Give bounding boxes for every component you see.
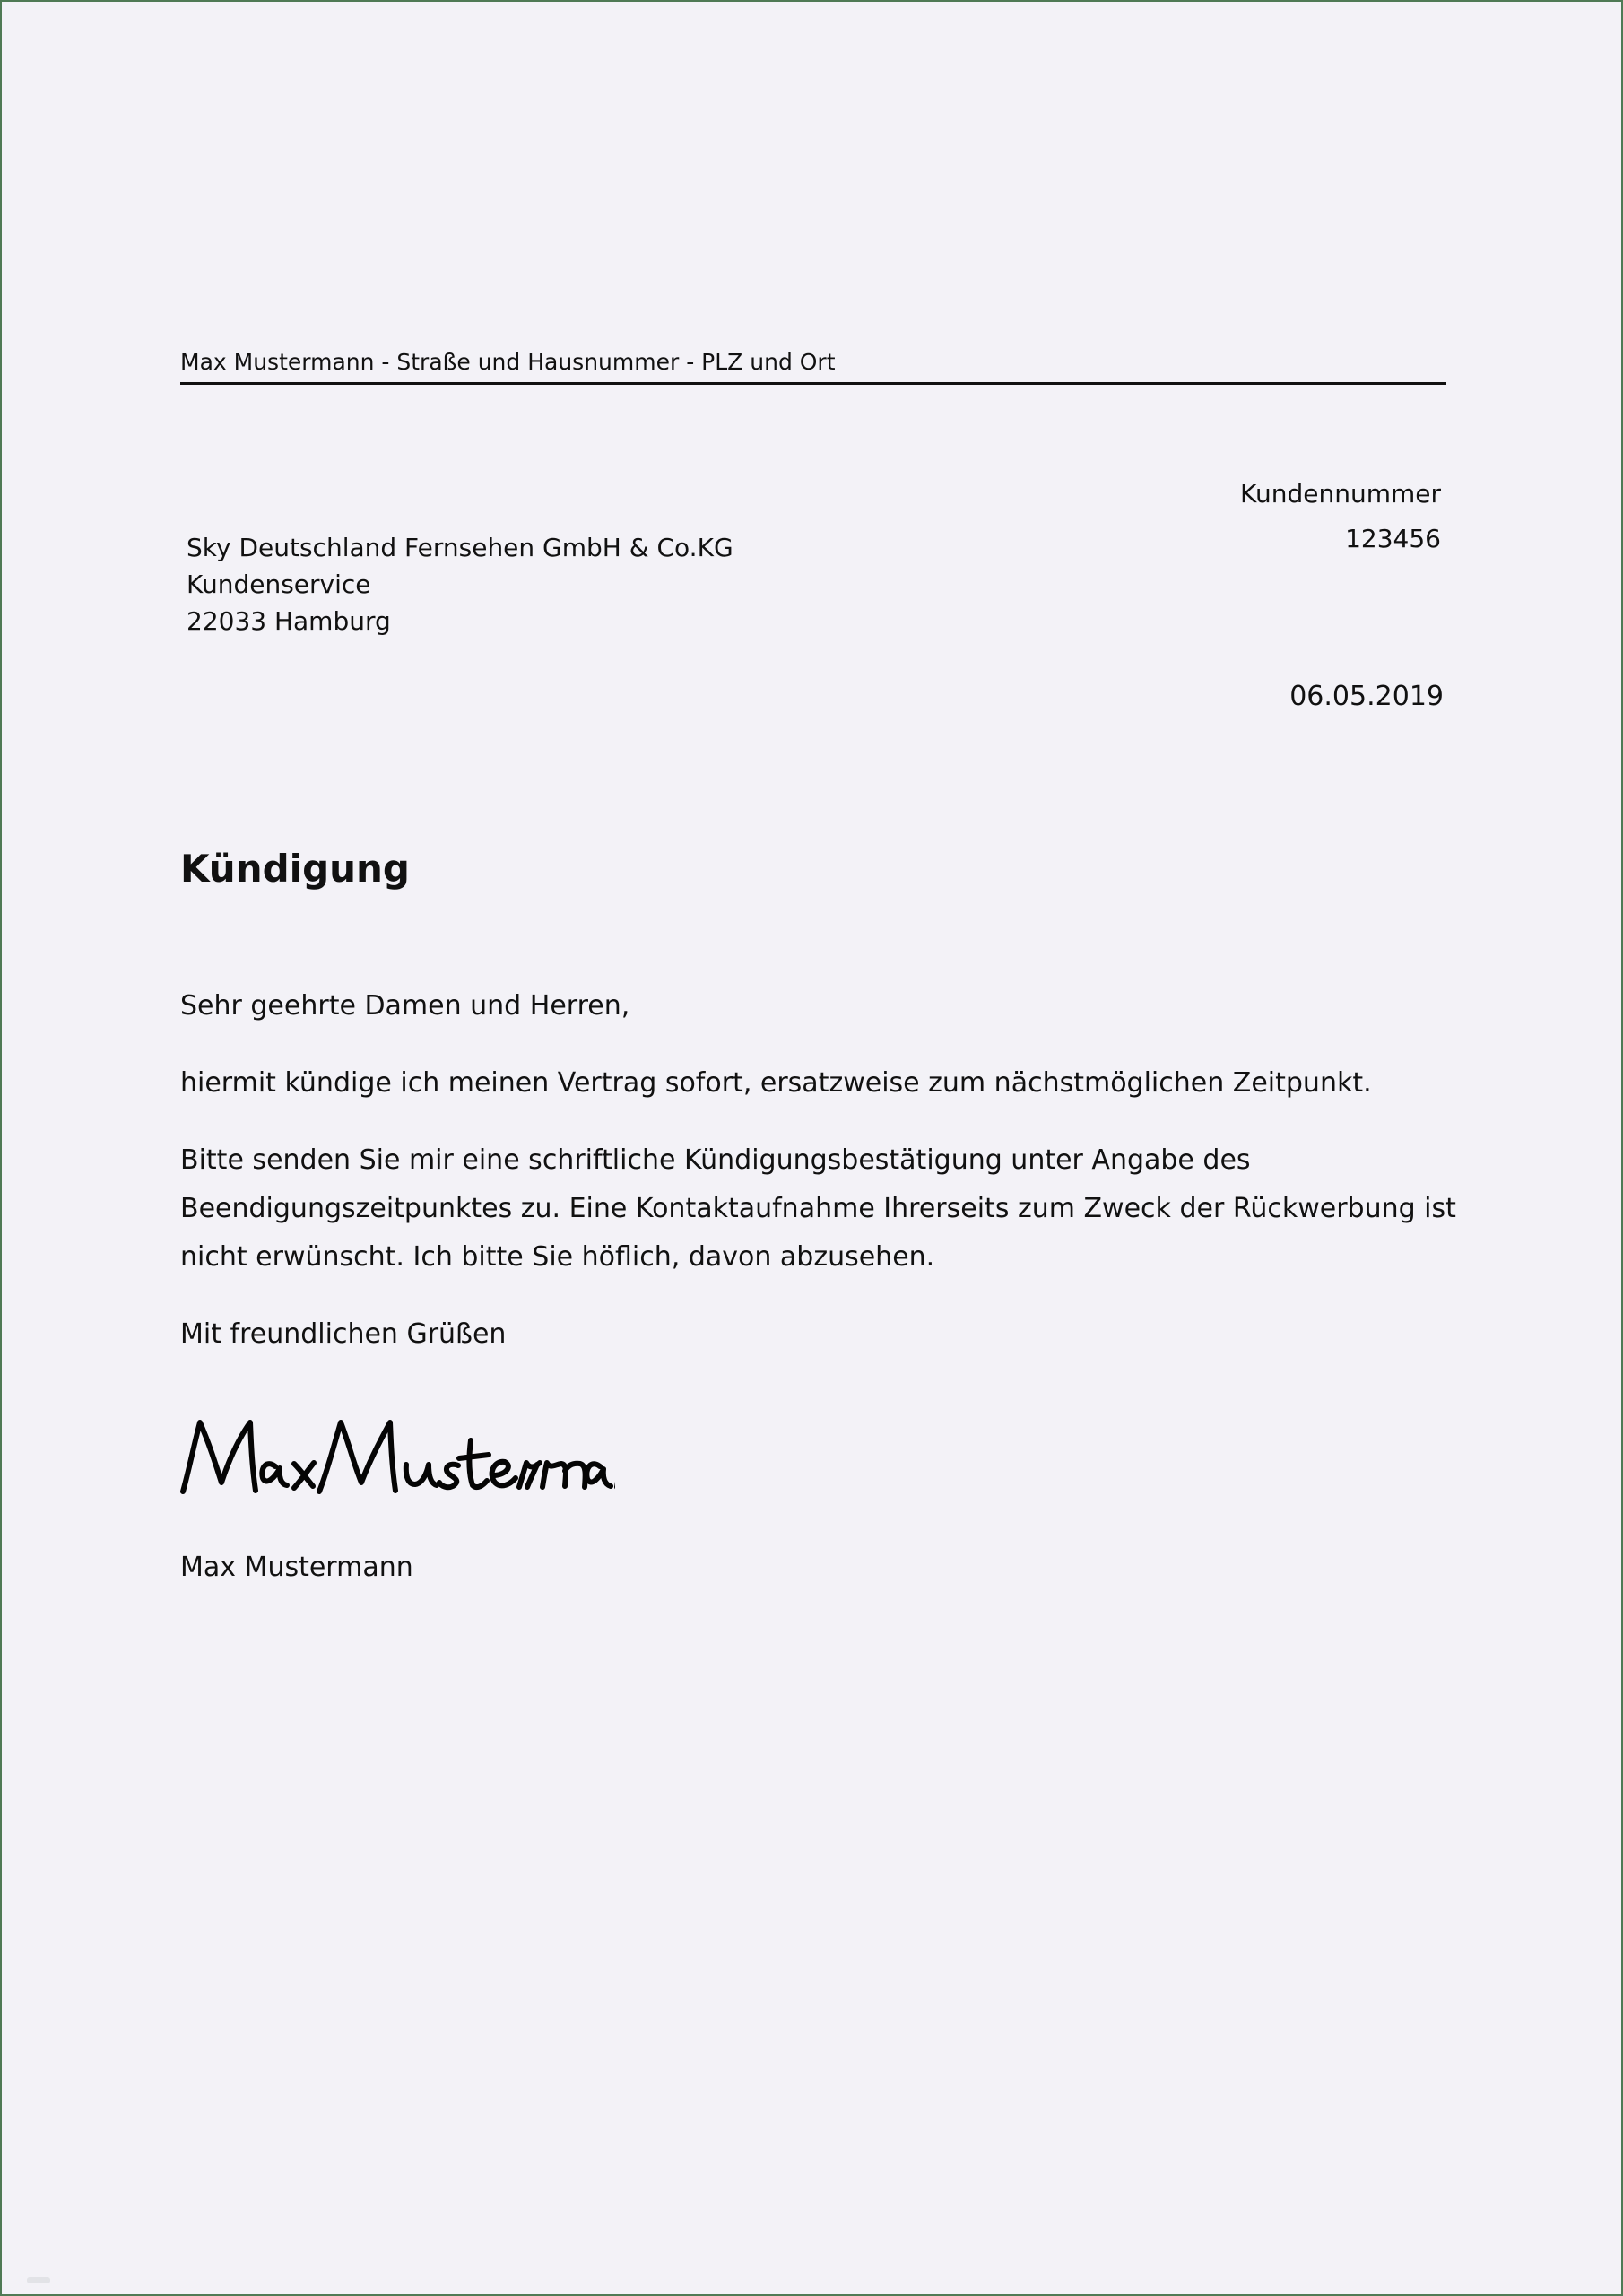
customer-number-label: Kundennummer xyxy=(1240,479,1441,509)
termination-paragraph: hiermit kündige ich meinen Vertrag sofort, ersatzweise zum nächstmöglichen Zeitpunkt. xyxy=(180,1067,1372,1099)
customer-number-value: 123456 xyxy=(1345,524,1441,553)
recipient-address xyxy=(187,529,733,639)
salutation: Sehr geehrte Damen und Herren, xyxy=(180,990,630,1022)
small-decorative-mark xyxy=(27,2277,50,2283)
handwritten-signature xyxy=(176,1415,615,1498)
customer-number-block xyxy=(1240,472,1441,561)
recipient-company: Sky Deutschland Fernsehen GmbH & Co.KG xyxy=(187,533,733,562)
signature-drawing xyxy=(176,1415,615,1498)
confirmation-paragraph: Bitte senden Sie mir eine schriftliche Kündigungsbestätigung unter Angabe des Beendigungszeitpunktes zu. Eine Kontaktaufnahme Ihrerseits zum Zweck der Rückwerbung ist nicht erwünscht. Ich bitte Sie höflich, davon abzusehen. xyxy=(180,1144,1456,1273)
letter-date: 06.05.2019 xyxy=(1289,681,1444,712)
recipient-city: 22033 Hamburg xyxy=(187,606,391,636)
printed-sender-name: Max Mustermann xyxy=(180,1552,413,1583)
closing-phrase: Mit freundlichen Grüßen xyxy=(180,1318,507,1350)
sender-address-line: Max Mustermann - Straße und Hausnummer - PLZ und Ort xyxy=(180,346,1446,385)
letter-subject: Kündigung xyxy=(180,847,410,891)
recipient-department: Kundenservice xyxy=(187,570,371,599)
